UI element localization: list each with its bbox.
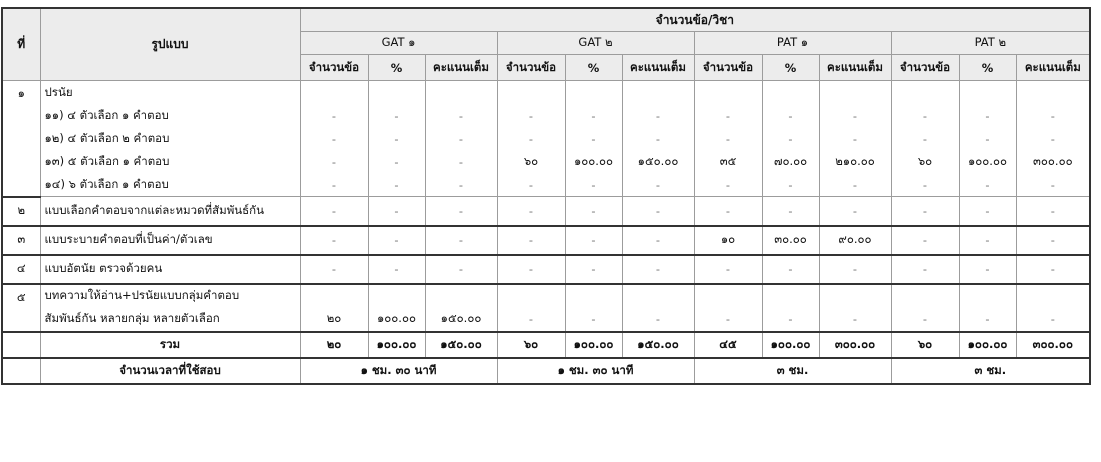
table-cell: ๖๐: [891, 332, 959, 358]
table-cell: -: [300, 104, 368, 127]
table-cell: ๓๕: [694, 150, 762, 173]
row-number: ๕: [2, 284, 40, 332]
table-cell: ๓๐.๐๐: [762, 226, 819, 255]
table-row: [2, 150, 1090, 173]
header-count: จำนวนข้อ: [497, 55, 565, 81]
table-cell: -: [622, 308, 694, 332]
table-cell-empty: [300, 81, 368, 105]
table-cell: ๑๐: [694, 226, 762, 255]
table-cell-empty: [1016, 81, 1090, 105]
table-cell-empty: [425, 81, 497, 105]
row-label: แบบเลือกคำตอบจากแต่ละหมวดที่สัมพันธ์กัน: [40, 197, 300, 226]
header-subject: PAT ๒: [891, 32, 1090, 55]
total-label: รวม: [40, 332, 300, 358]
table-cell: -: [368, 255, 425, 284]
table-cell: -: [425, 173, 497, 197]
table-row: [2, 81, 1090, 105]
header-full-score: คะแนนเต็ม: [425, 55, 497, 81]
table-cell: -: [762, 104, 819, 127]
table-cell: -: [694, 104, 762, 127]
table-cell: -: [497, 104, 565, 127]
header-percent: %: [368, 55, 425, 81]
table-cell-empty: [565, 81, 622, 105]
table-cell: ๓๐๐.๐๐: [1016, 332, 1090, 358]
table-cell-empty: [891, 284, 959, 308]
table-cell: ๑๐๐.๐๐: [368, 308, 425, 332]
table-cell: -: [1016, 226, 1090, 255]
table-cell: -: [819, 255, 891, 284]
header-no: ที่: [2, 8, 40, 81]
table-cell: ๒๐: [300, 332, 368, 358]
table-cell: -: [959, 197, 1016, 226]
table-cell: -: [1016, 308, 1090, 332]
table-cell: -: [425, 150, 497, 173]
header-full-score: คะแนนเต็ม: [622, 55, 694, 81]
table-cell: -: [959, 104, 1016, 127]
table-cell: ๑๐๐.๐๐: [565, 332, 622, 358]
table-cell: ๑๕๐.๐๐: [622, 150, 694, 173]
table-cell: -: [1016, 255, 1090, 284]
table-cell-empty: [819, 284, 891, 308]
table-cell: -: [300, 226, 368, 255]
table-cell: -: [694, 127, 762, 150]
table-cell: -: [694, 308, 762, 332]
table-cell: -: [425, 127, 497, 150]
table-cell-empty: [819, 81, 891, 105]
table-cell: -: [1016, 127, 1090, 150]
table-cell: -: [819, 173, 891, 197]
table-cell: -: [497, 127, 565, 150]
table-cell: -: [819, 127, 891, 150]
table-cell: -: [891, 255, 959, 284]
table-cell: -: [891, 104, 959, 127]
table-cell: ๑๐๐.๐๐: [368, 332, 425, 358]
header-full-score: คะแนนเต็ม: [1016, 55, 1090, 81]
table-cell: -: [622, 173, 694, 197]
row-label-continued: สัมพันธ์กัน หลายกลุ่ม หลายตัวเลือก: [40, 308, 300, 332]
table-cell-empty: [762, 81, 819, 105]
table-cell-empty: [891, 81, 959, 105]
time-label: จำนวนเวลาที่ใช้สอบ: [40, 358, 300, 384]
table-row: [2, 226, 1090, 255]
clipped-caption-bottom: [0, 452, 1101, 462]
table-cell: -: [819, 104, 891, 127]
table-cell: ๖๐: [891, 150, 959, 173]
table-cell-empty: [497, 284, 565, 308]
table-cell: -: [300, 127, 368, 150]
table-cell: -: [368, 173, 425, 197]
header-percent: %: [565, 55, 622, 81]
table-cell: ๓๐๐.๐๐: [1016, 150, 1090, 173]
table-cell: ๑๐๐.๐๐: [762, 332, 819, 358]
header-group-title: จำนวนข้อ/วิชา: [300, 8, 1090, 32]
table-row: [2, 308, 1090, 332]
header-subject: GAT ๒: [497, 32, 694, 55]
time-value: ๑ ชม. ๓๐ นาที: [497, 358, 694, 384]
table-cell: -: [622, 127, 694, 150]
table-cell: -: [819, 308, 891, 332]
row-label: ๑๑) ๔ ตัวเลือก ๑ คำตอบ: [40, 104, 300, 127]
table-cell: -: [368, 127, 425, 150]
table-cell: ๒๑๐.๐๐: [819, 150, 891, 173]
table-cell-empty: [300, 284, 368, 308]
table-cell: -: [1016, 197, 1090, 226]
table-cell: -: [368, 150, 425, 173]
table-cell: -: [300, 150, 368, 173]
table-cell: -: [819, 197, 891, 226]
table-cell: ๗๐.๐๐: [762, 150, 819, 173]
header-subject: PAT ๑: [694, 32, 891, 55]
table-cell: -: [425, 197, 497, 226]
table-cell-empty: [762, 284, 819, 308]
table-cell: -: [959, 226, 1016, 255]
header-count: จำนวนข้อ: [300, 55, 368, 81]
table-cell-empty: [622, 81, 694, 105]
total-row: [2, 332, 1090, 358]
table-cell: -: [300, 197, 368, 226]
clipped-caption-top: [0, 0, 1101, 7]
table-cell: -: [497, 308, 565, 332]
table-cell: -: [622, 197, 694, 226]
table-cell: -: [762, 308, 819, 332]
row-label: ๑๓) ๕ ตัวเลือก ๑ คำตอบ: [40, 150, 300, 173]
row-number: ๓: [2, 226, 40, 255]
table-cell: ๑๕๐.๐๐: [622, 332, 694, 358]
table-cell-empty: [959, 284, 1016, 308]
total-number-empty: [2, 332, 40, 358]
table-cell: -: [1016, 173, 1090, 197]
table-cell: -: [497, 226, 565, 255]
header-format: รูปแบบ: [40, 8, 300, 81]
table-cell: ๑๐๐.๐๐: [565, 150, 622, 173]
header-subject: GAT ๑: [300, 32, 497, 55]
table-cell: -: [565, 173, 622, 197]
row-label: ๑๔) ๖ ตัวเลือก ๑ คำตอบ: [40, 173, 300, 197]
table-cell: -: [762, 127, 819, 150]
table-cell: -: [762, 255, 819, 284]
table-cell: -: [497, 173, 565, 197]
table-cell: -: [959, 255, 1016, 284]
table-cell: -: [891, 197, 959, 226]
table-cell-empty: [694, 81, 762, 105]
table-cell: -: [622, 226, 694, 255]
table-cell: -: [300, 173, 368, 197]
table-cell: -: [368, 226, 425, 255]
table-cell-empty: [368, 81, 425, 105]
table-cell-empty: [565, 284, 622, 308]
time-value: ๓ ชม.: [694, 358, 891, 384]
row-number: ๒: [2, 197, 40, 226]
table-cell-empty: [959, 81, 1016, 105]
table-cell: -: [497, 197, 565, 226]
time-number-empty: [2, 358, 40, 384]
table-cell: ๖๐: [497, 332, 565, 358]
table-cell: -: [959, 308, 1016, 332]
table-cell: -: [891, 127, 959, 150]
table-cell: -: [622, 255, 694, 284]
header-full-score: คะแนนเต็ม: [819, 55, 891, 81]
table-cell: ๔๕: [694, 332, 762, 358]
table-cell: ๑๐๐.๐๐: [959, 150, 1016, 173]
row-number: ๑: [2, 81, 40, 197]
table-cell: -: [425, 104, 497, 127]
table-row: [2, 173, 1090, 197]
table-cell: -: [565, 197, 622, 226]
table-row: [2, 127, 1090, 150]
table-cell: -: [959, 127, 1016, 150]
table-cell: ๑๕๐.๐๐: [425, 308, 497, 332]
table-cell: -: [368, 197, 425, 226]
table-cell: -: [425, 255, 497, 284]
row-label: บทความให้อ่าน+ปรนัยแบบกลุ่มคำตอบ: [40, 284, 300, 308]
table-cell-empty: [694, 284, 762, 308]
table-cell-empty: [497, 81, 565, 105]
table-cell: -: [497, 255, 565, 284]
exam-structure-table: [1, 7, 1091, 385]
table-cell: -: [694, 255, 762, 284]
table-cell: -: [565, 104, 622, 127]
table-cell: -: [694, 197, 762, 226]
header-count: จำนวนข้อ: [694, 55, 762, 81]
table-cell: -: [565, 226, 622, 255]
table-cell: -: [565, 255, 622, 284]
table-row: [2, 284, 1090, 308]
table-cell: -: [762, 173, 819, 197]
table-cell: ๙๐.๐๐: [819, 226, 891, 255]
header-percent: %: [762, 55, 819, 81]
table-cell-empty: [368, 284, 425, 308]
table-cell-empty: [622, 284, 694, 308]
table-cell: -: [622, 104, 694, 127]
table-cell: -: [959, 173, 1016, 197]
time-value: ๓ ชม.: [891, 358, 1090, 384]
table-cell: -: [762, 197, 819, 226]
row-label: แบบอัตนัย ตรวจด้วยคน: [40, 255, 300, 284]
table-cell: ๒๐: [300, 308, 368, 332]
table-cell: ๓๐๐.๐๐: [819, 332, 891, 358]
table-cell: -: [565, 127, 622, 150]
row-label: แบบระบายคำตอบที่เป็นค่า/ตัวเลข: [40, 226, 300, 255]
table-cell-empty: [1016, 284, 1090, 308]
row-label: ๑๒) ๔ ตัวเลือก ๒ คำตอบ: [40, 127, 300, 150]
table-cell: ๑๕๐.๐๐: [425, 332, 497, 358]
table-cell: -: [425, 226, 497, 255]
table-cell: -: [891, 308, 959, 332]
header-percent: %: [959, 55, 1016, 81]
row-number: ๔: [2, 255, 40, 284]
table-row: [2, 255, 1090, 284]
table-cell-empty: [425, 284, 497, 308]
table-row: [2, 104, 1090, 127]
table-cell: -: [891, 226, 959, 255]
table-cell: -: [694, 173, 762, 197]
table-row: [2, 197, 1090, 226]
table-cell: ๑๐๐.๐๐: [959, 332, 1016, 358]
table-cell: ๖๐: [497, 150, 565, 173]
table-cell: -: [300, 255, 368, 284]
header-count: จำนวนข้อ: [891, 55, 959, 81]
time-value: ๑ ชม. ๓๐ นาที: [300, 358, 497, 384]
table-cell: -: [1016, 104, 1090, 127]
row-label: ปรนัย: [40, 81, 300, 105]
table-cell: -: [565, 308, 622, 332]
table-cell: -: [368, 104, 425, 127]
table-cell: -: [891, 173, 959, 197]
time-row: [2, 358, 1090, 384]
